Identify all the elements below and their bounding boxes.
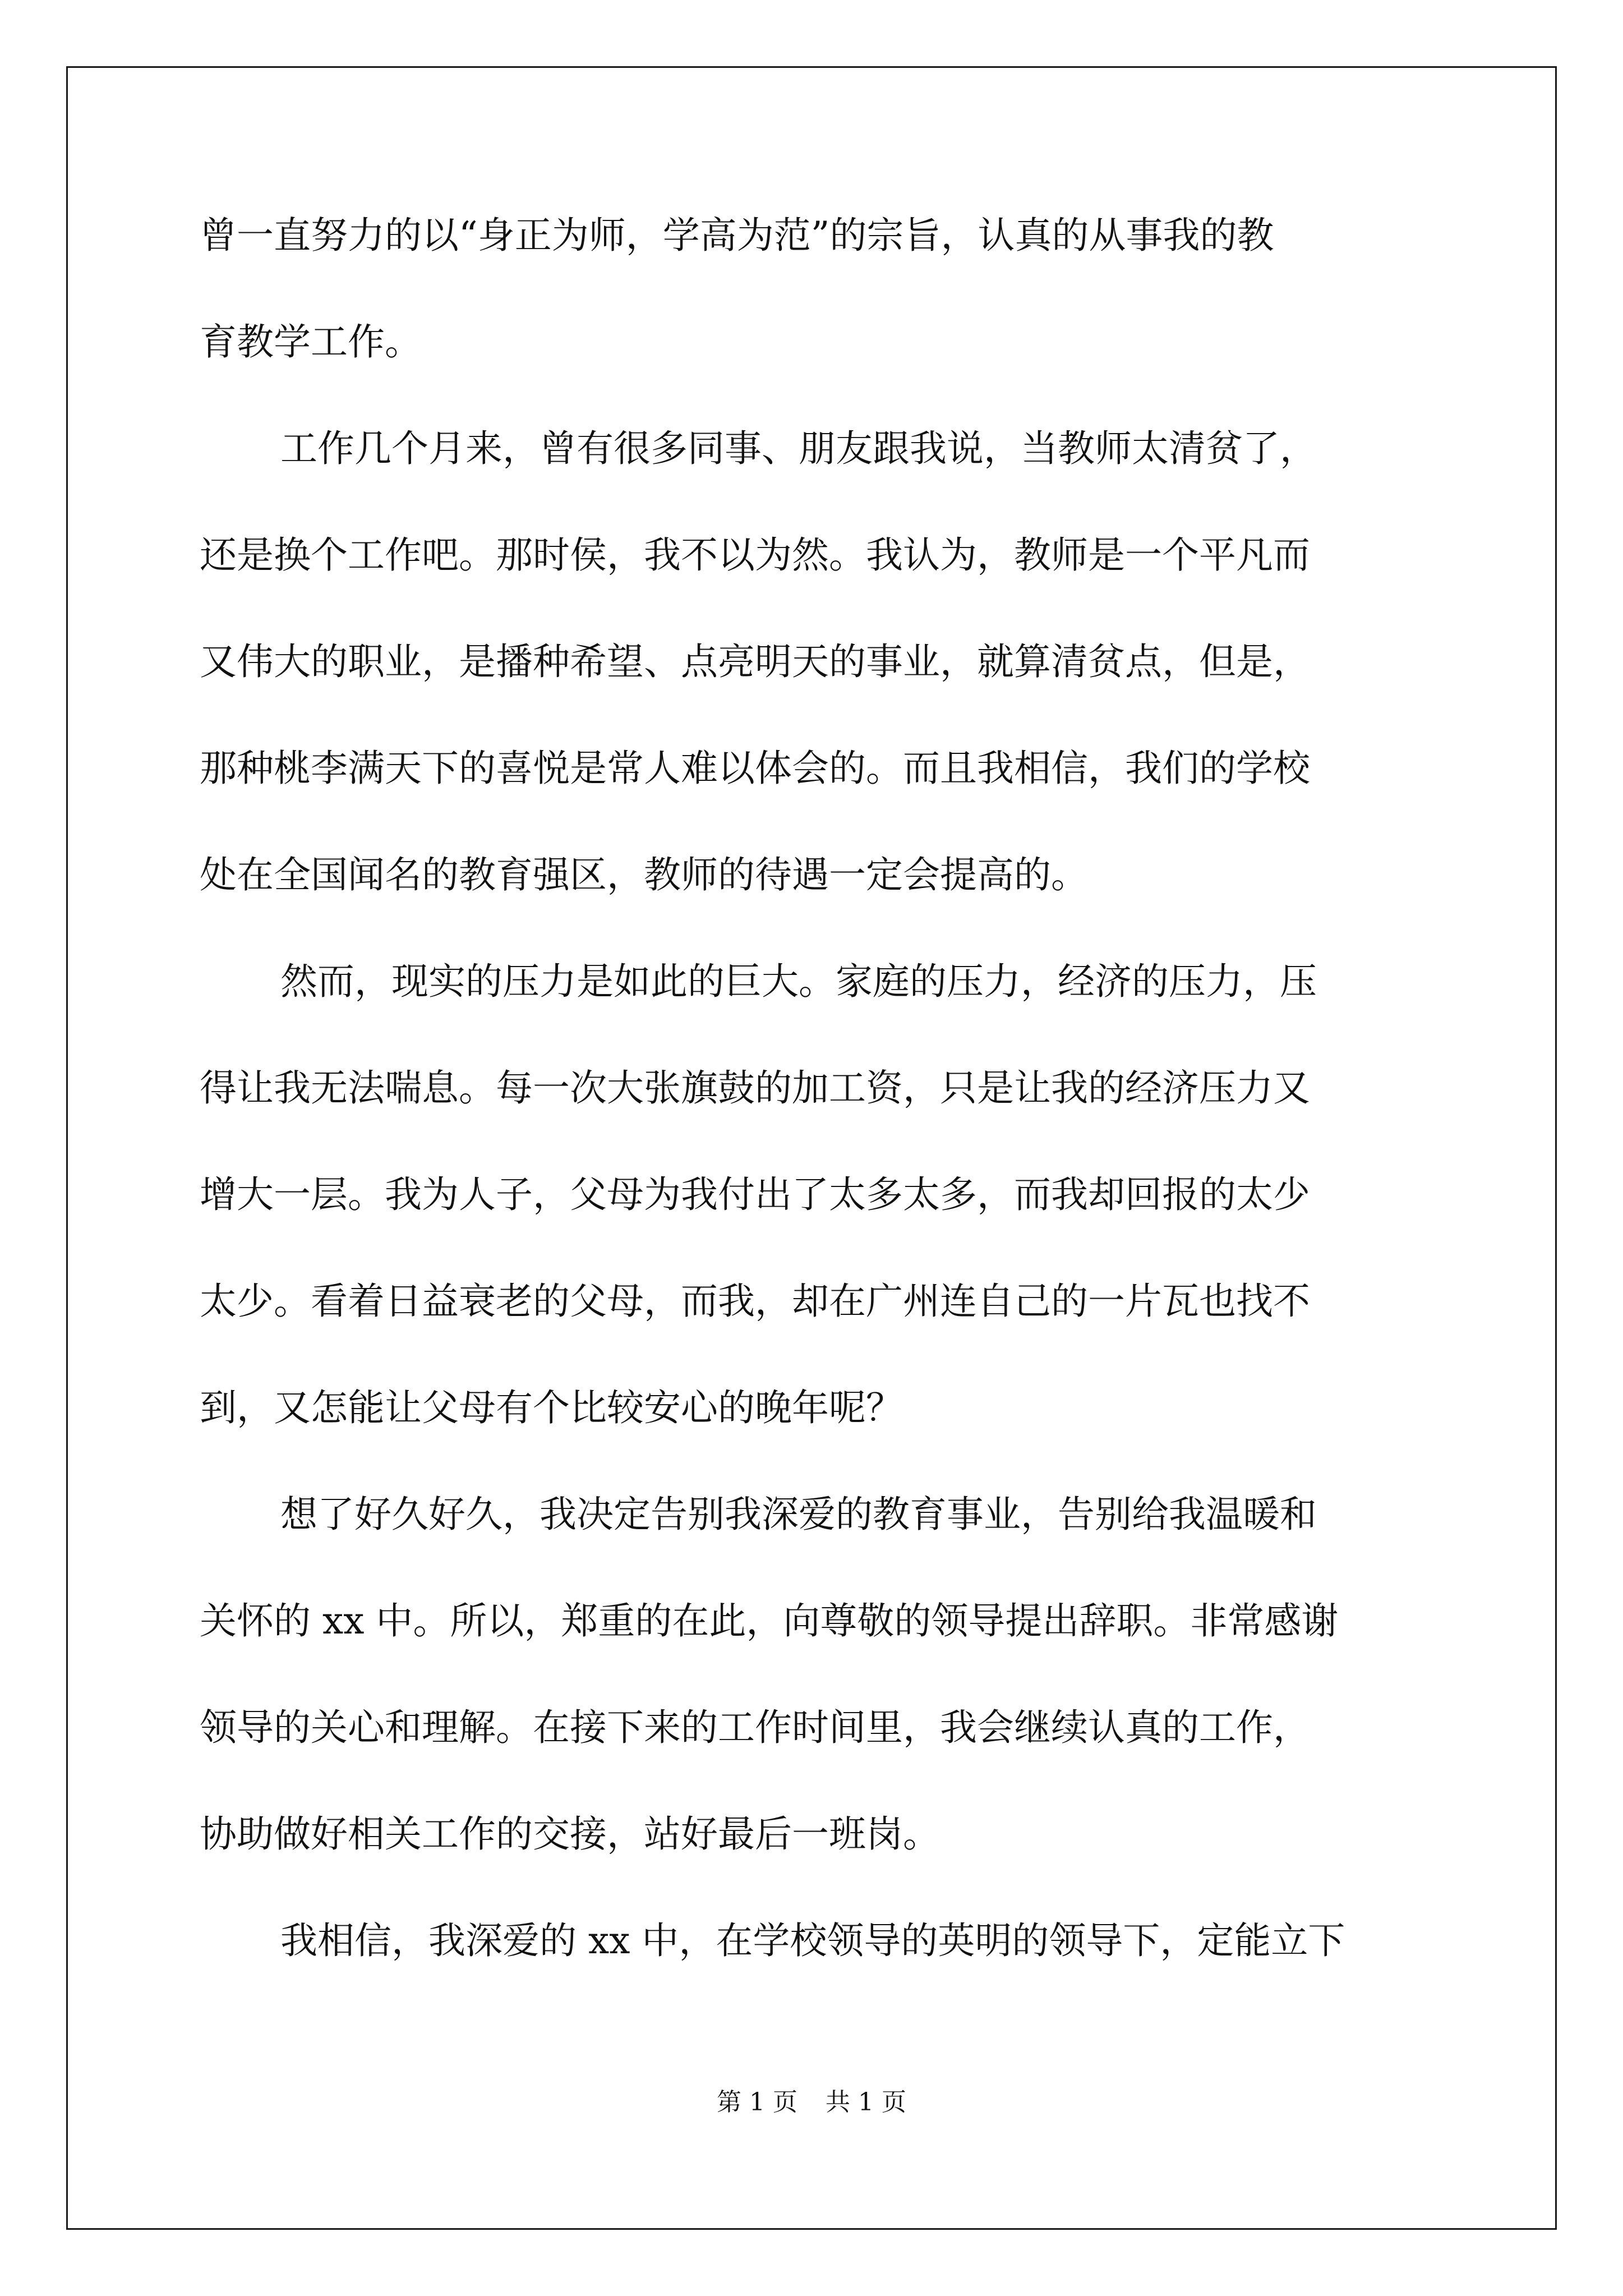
text-line: 得让我无法喘息。每一次大张旗鼓的加工资，只是让我的经济压力又: [200, 1066, 1310, 1110]
text-line: 育教学工作。: [200, 320, 422, 364]
page-number: 第 1 页: [717, 2088, 797, 2116]
paragraph-start-line: 我相信，我深爱的 xx 中，在学校领导的英明的领导下，定能立下: [280, 1919, 1345, 1962]
text-line: 曾一直努力的以“身正为师，学高为范”的宗旨，认真的从事我的教: [200, 214, 1274, 257]
text-line: 到，又怎能让父母有个比较安心的晚年呢？: [200, 1386, 903, 1429]
paragraph-start-line: 想了好久好久，我决定告别我深爱的教育事业，告别给我温暖和: [280, 1493, 1317, 1536]
text-line: 还是换个工作吧。那时侯，我不以为然。我认为，教师是一个平凡而: [200, 533, 1310, 577]
paragraph-start-line: 然而，现实的压力是如此的巨大。家庭的压力，经济的压力，压: [280, 960, 1317, 1003]
text-line: 又伟大的职业，是播种希望、点亮明天的事业，就算清贫点，但是，: [200, 640, 1310, 683]
text-line: 协助做好相关工作的交接，站好最后一班岗。: [200, 1812, 940, 1856]
paragraph-start-line: 工作几个月来，曾有很多同事、朋友跟我说，当教师太清贫了，: [280, 427, 1317, 470]
text-line: 关怀的 xx 中。所以，郑重的在此，向尊敬的领导提出辞职。非常感谢: [200, 1599, 1339, 1642]
text-line: 领导的关心和理解。在接下来的工作时间里，我会继续认真的工作，: [200, 1706, 1310, 1749]
text-line: 那种桃李满天下的喜悦是常人难以体会的。而且我相信，我们的学校: [200, 747, 1310, 790]
page-footer: [0, 2086, 1623, 2119]
text-line: 太少。看着日益衰老的父母，而我，却在广州连自己的一片瓦也找不: [200, 1280, 1310, 1323]
text-line: 处在全国闻名的教育强区，教师的待遇一定会提高的。: [200, 853, 1088, 896]
total-pages: 共 1 页: [826, 2088, 906, 2116]
text-line: 增大一层。我为人子，父母为我付出了太多太多，而我却回报的太少: [200, 1173, 1310, 1216]
